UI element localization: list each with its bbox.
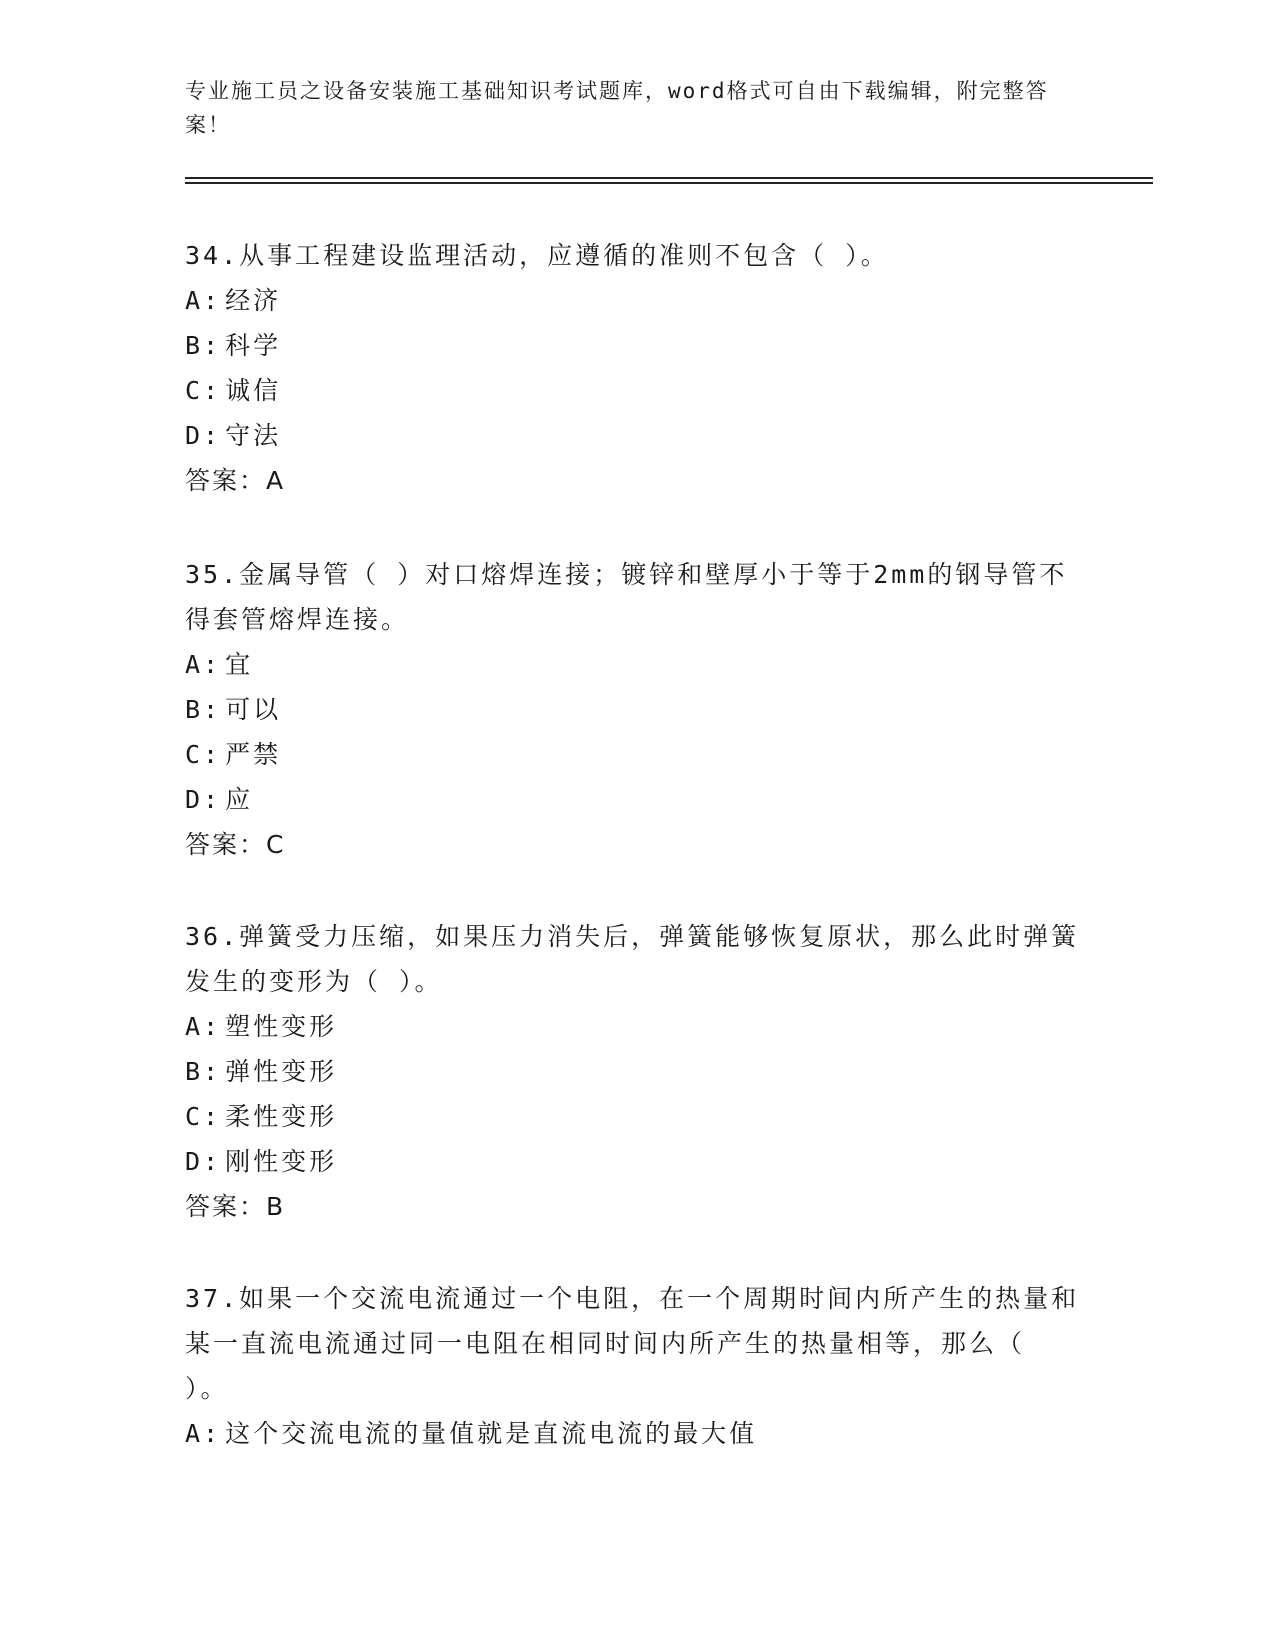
option-c [185, 732, 1085, 777]
option-a [185, 642, 1085, 687]
question-34 [185, 233, 1085, 503]
option-b [185, 1049, 1085, 1094]
option-text: 经济 [225, 286, 282, 315]
option-list [185, 278, 1085, 458]
question-stem: 36.弹簧受力压缩，如果压力消失后，弹簧能够恢复原状，那么此时弹簧发生的变形为（ ）。 [185, 922, 1080, 996]
option-letter: A: [185, 286, 222, 315]
option-list [185, 1411, 1085, 1456]
option-letter: B: [185, 695, 222, 724]
header-divider-bottom [185, 182, 1153, 184]
option-letter: B: [185, 331, 222, 360]
option-text: 守法 [225, 421, 282, 450]
document-header: 专业施工员之设备安装施工基础知识考试题库，word格式可自由下载编辑，附完整答案！ [185, 79, 1049, 137]
option-letter: C: [185, 740, 222, 769]
option-text: 柔性变形 [225, 1102, 338, 1131]
header-divider-top [185, 177, 1153, 179]
question-stem: 34.从事工程建设监理活动，应遵循的准则不包含（ ）。 [185, 241, 889, 270]
answer-label: 答案：B [185, 1192, 286, 1221]
option-b [185, 687, 1085, 732]
option-letter: B: [185, 1057, 222, 1086]
option-letter: D: [185, 785, 222, 814]
option-text: 塑性变形 [225, 1012, 338, 1041]
option-text: 弹性变形 [225, 1057, 338, 1086]
option-text: 宜 [225, 650, 254, 679]
question-35 [185, 552, 1085, 867]
question-36 [185, 914, 1085, 1229]
question-stem: 35.金属导管（ ）对口熔焊连接；镀锌和壁厚小于等于2mm的钢导管不得套管熔焊连接。 [185, 560, 1068, 634]
option-list [185, 1004, 1085, 1184]
option-text: 应 [225, 785, 254, 814]
option-letter: C: [185, 1102, 222, 1131]
option-d [185, 777, 1085, 822]
option-b [185, 323, 1085, 368]
option-letter: A: [185, 1419, 222, 1448]
option-d [185, 413, 1085, 458]
option-letter: C: [185, 376, 222, 405]
option-a [185, 1004, 1085, 1049]
option-text: 刚性变形 [225, 1147, 338, 1176]
option-text: 严禁 [225, 740, 282, 769]
option-a [185, 278, 1085, 323]
question-37 [185, 1276, 1085, 1456]
option-letter: A: [185, 650, 222, 679]
option-d [185, 1139, 1085, 1184]
option-c [185, 1094, 1085, 1139]
question-stem: 37.如果一个交流电流通过一个电阻，在一个周期时间内所产生的热量和某一直流电流通过同一电阻在相同时间内所产生的热量相等，那么（ ）。 [185, 1284, 1080, 1403]
answer-label: 答案：C [185, 830, 286, 859]
option-text: 科学 [225, 331, 282, 360]
option-a [185, 1411, 1085, 1456]
option-letter: D: [185, 421, 222, 450]
option-text: 这个交流电流的量值就是直流电流的最大值 [225, 1419, 758, 1448]
option-list [185, 642, 1085, 822]
option-text: 诚信 [225, 376, 282, 405]
option-c [185, 368, 1085, 413]
answer-label: 答案：A [185, 466, 286, 495]
option-text: 可以 [225, 695, 282, 724]
option-letter: D: [185, 1147, 222, 1176]
option-letter: A: [185, 1012, 222, 1041]
